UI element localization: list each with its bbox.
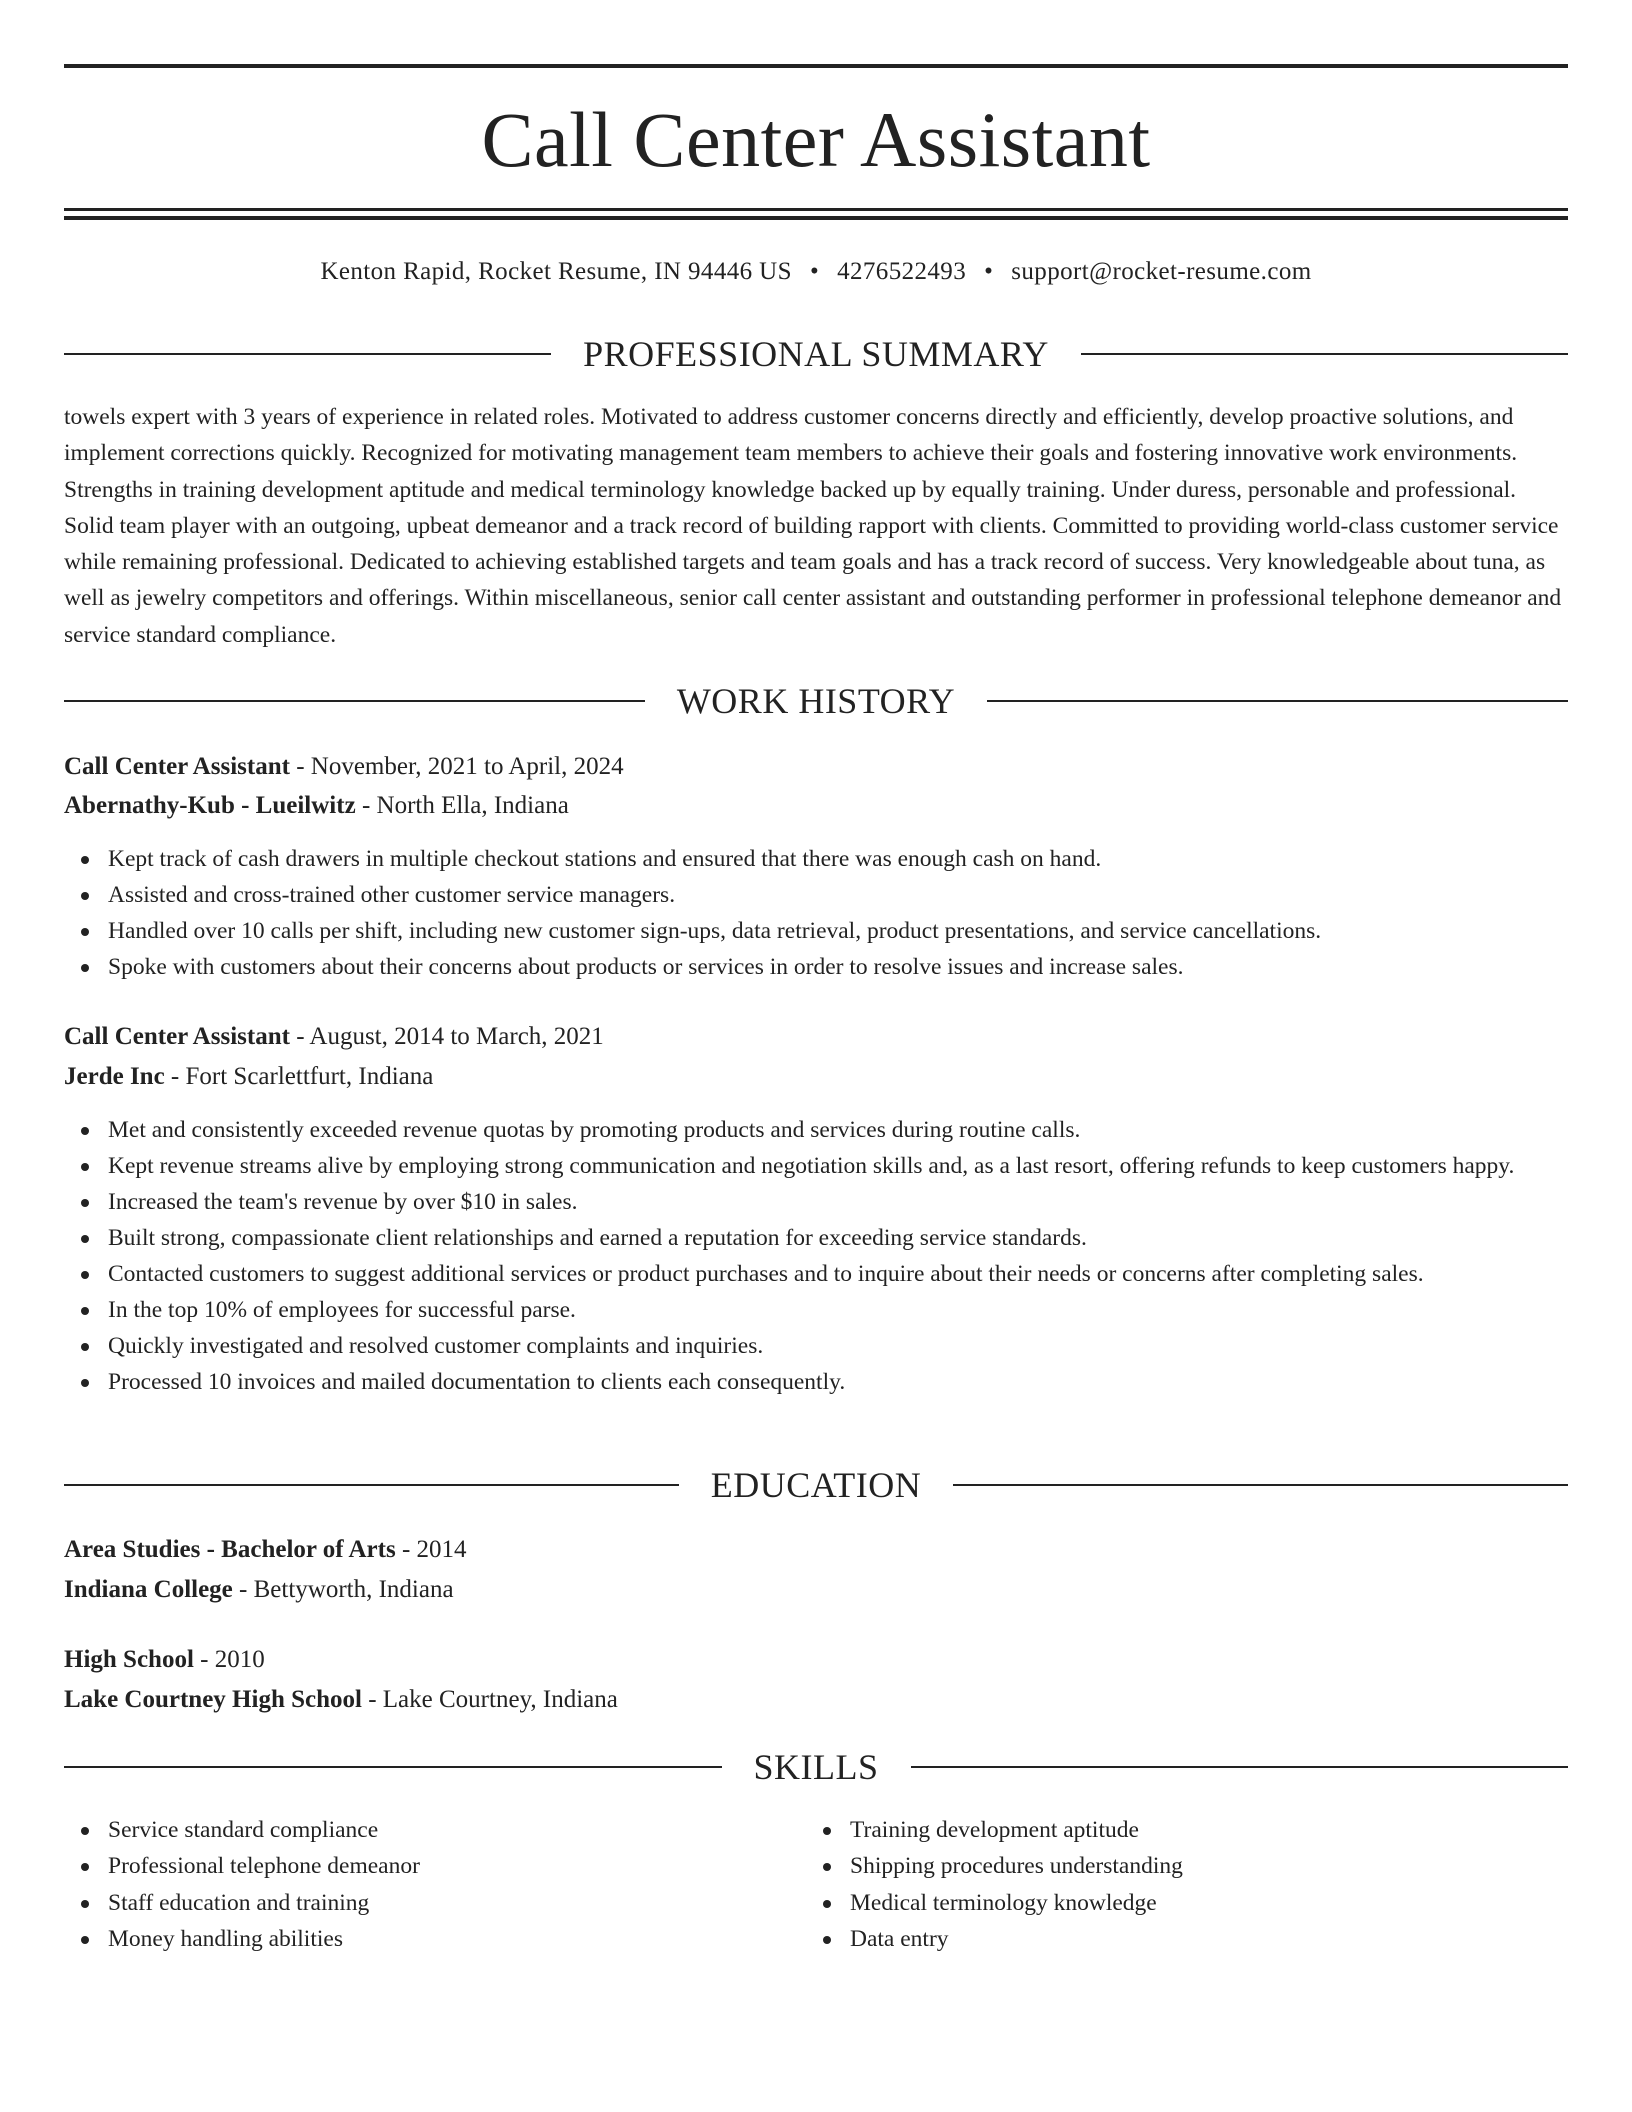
education-year: - 2014 [395,1536,467,1563]
education-school-line [64,1682,1568,1718]
education-school-line [64,1572,1568,1608]
skill-item: Service standard compliance [64,1812,804,1848]
job-bullet: Processed 10 invoices and mailed documentation to clients each consequently. [64,1364,1568,1400]
header-top-rule [64,64,1568,68]
skill-item: Data entry [806,1921,1546,1957]
contact-line [64,255,1568,289]
education-location: - Bettyworth, Indiana [232,1576,454,1603]
education-degree-line [64,1642,1568,1678]
header-rule-thick [64,216,1568,220]
section-rule-right [1081,353,1568,355]
contact-address: Kenton Rapid, Rocket Resume, IN 94446 US [320,258,792,285]
section-title-education: EDUCATION [710,1465,922,1505]
skill-item: Medical terminology knowledge [806,1885,1546,1921]
section-title-work: WORK HISTORY [676,681,956,721]
job-bullet: Handled over 10 calls per shift, including new customer sign-ups, data retrieval, product presentations, and service cancellations. [64,913,1568,949]
section-rule-left [64,700,645,702]
job-bullet: Kept revenue streams alive by employing strong communication and negotiation skills and, as a last resort, offering refunds to keep customers happy. [64,1148,1568,1184]
job-location: - Fort Scarlettfurt, Indiana [164,1063,434,1090]
job-title: Call Center Assistant [64,753,290,780]
section-header-education [64,1463,1568,1507]
skill-item: Professional telephone demeanor [64,1848,804,1884]
skills-list-right [806,1812,1546,1957]
education-degree-line [64,1532,1568,1568]
section-rule-right [911,1766,1569,1768]
job-bullet: Increased the team's revenue by over $10 in sales. [64,1184,1568,1220]
job-bullet: Contacted customers to suggest additional services or product purchases and to inquire about their needs or concerns after completing sales. [64,1256,1568,1292]
contact-email: support@rocket-resume.com [1011,258,1312,285]
job-bullet: Built strong, compassionate client relationships and earned a reputation for exceeding service standards. [64,1220,1568,1256]
job-dates: - November, 2021 to April, 2024 [289,753,624,780]
job-title: Call Center Assistant [64,1023,290,1050]
skill-item: Money handling abilities [64,1921,804,1957]
resume-name-title: Call Center Assistant [481,96,1151,183]
education-year: - 2010 [193,1646,265,1673]
education-degree: Area Studies - Bachelor of Arts [64,1536,396,1563]
education-school: Lake Courtney High School [64,1686,362,1713]
job-bullet: Spoke with customers about their concerns about products or services in order to resolve issues and increase sales. [64,949,1568,985]
section-rule-right [987,700,1568,702]
contact-separator: • [809,258,820,285]
skill-item: Shipping procedures understanding [806,1848,1546,1884]
job-title-line [64,749,1568,785]
job-bullet: Met and consistently exceeded revenue quotas by promoting products and services during routine calls. [64,1112,1568,1148]
job-title-line [64,1019,1568,1055]
job-employer-line [64,788,1568,824]
job-employer: Jerde Inc [64,1063,165,1090]
contact-phone: 4276522493 [837,258,967,285]
summary-paragraph: towels expert with 3 years of experience in related roles. Motivated to address customer concerns directly and efficiently, develop proactive solutions, and implement corrections quickly. Recognized for motivating management team members to achieve their goals and fostering innovative work environments. Strengths in training development aptitude and medical terminology knowledge backed up by equally training. Under duress, personable and professional. Solid team player with an outgoing, upbeat demeanor and a track record of building rapport with clients. Committed to providing world-class customer service while remaining professional. Dedicated to achieving established targets and team goals and has a track record of success. Very knowledgeable about tuna, as well as jewelry competitors and offerings. Within miscellaneous, senior call center assistant and outstanding performer in professional telephone demeanor and service standard compliance. [64,404,1562,648]
job-employer: Abernathy-Kub - Lueilwitz [64,792,356,819]
job-bullet: Assisted and cross-trained other customer service managers. [64,877,1568,913]
section-rule-left [64,353,551,355]
header-rule-thin [64,208,1568,211]
job-bullet-list [64,1112,1568,1400]
job-dates: - August, 2014 to March, 2021 [289,1023,604,1050]
section-header-summary [64,332,1568,376]
section-title-skills: SKILLS [753,1747,879,1787]
contact-separator: • [984,258,994,285]
section-header-work [64,679,1568,723]
job-bullet: Kept track of cash drawers in multiple checkout stations and ensured that there was enough cash on hand. [64,841,1568,877]
skills-list-left [64,1812,804,1957]
section-rule-right [953,1484,1568,1486]
job-bullet: Quickly investigated and resolved customer complaints and inquiries. [64,1328,1568,1364]
skill-item: Training development aptitude [806,1812,1546,1848]
skill-item: Staff education and training [64,1885,804,1921]
job-employer-line [64,1059,1568,1095]
section-rule-left [64,1484,679,1486]
education-location: - Lake Courtney, Indiana [361,1686,618,1713]
job-bullet-list [64,841,1568,985]
job-bullet: In the top 10% of employees for successful parse. [64,1292,1568,1328]
education-school: Indiana College [64,1576,233,1603]
section-rule-left [64,1766,722,1768]
education-degree: High School [64,1646,194,1673]
job-location: - North Ella, Indiana [355,792,569,819]
section-title-summary: PROFESSIONAL SUMMARY [583,334,1049,374]
section-header-skills [64,1745,1568,1789]
